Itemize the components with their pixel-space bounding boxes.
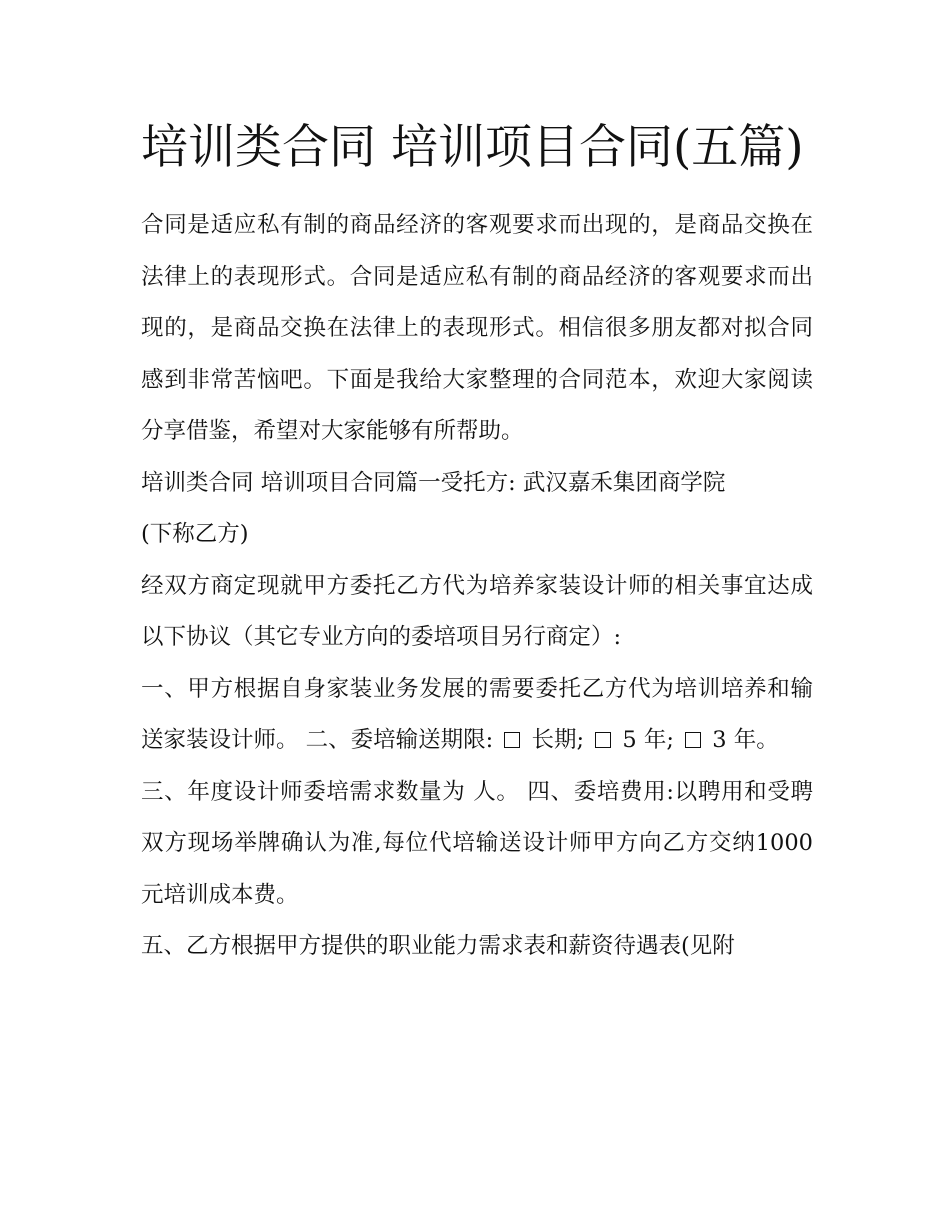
agreement-preamble: 经双方商定现就甲方委托乙方代为培养家装设计师的相关事宜达成以下协议（其它专业方向的委培项目另行商定）: <box>141 572 813 650</box>
option-five-years-label: 5 年; <box>615 727 682 753</box>
document-page <box>141 112 813 973</box>
clause-five: 五、乙方根据甲方提供的职业能力需求表和薪资待遇表(见附 <box>141 933 735 959</box>
intro-paragraph: 合同是适应私有制的商品经济的客观要求而出现的，是商品交换在法律上的表现形式。合同是适应私有制的商品经济的客观要求而出现的，是商品交换在法律上的表现形式。相信很多朋友都对拟合同感到非常苦恼吧。下面是我给大家整理的合同范本，欢迎大家阅读分享借鉴，希望对大家能够有所帮助。 <box>141 212 813 444</box>
option-long-term-label: 长期; <box>524 727 592 753</box>
party-alias-line: (下称乙方) <box>141 521 249 547</box>
checkbox-three-years[interactable] <box>685 732 701 748</box>
contract-heading-line: 培训类合同 培训项目合同篇一受托方: 武汉嘉禾集团商学院 <box>141 469 726 496</box>
document-body <box>141 200 813 973</box>
document-title: 培训类合同 培训项目合同(五篇) <box>141 120 804 175</box>
clause-one-two-text: 一、甲方根据自身家装业务发展的需要委托乙方代为培训培养和输送家装设计师。 二、委培输送期限: <box>141 675 813 753</box>
checkbox-long-term[interactable] <box>504 732 520 748</box>
option-three-years-label: 3 年。 <box>705 727 779 753</box>
clause-one-two <box>141 664 813 767</box>
checkbox-five-years[interactable] <box>595 732 611 748</box>
clause-three-four: 三、年度设计师委培需求数量为 人。 四、委培费用:以聘用和受聘双方现场举牌确认为准,每位代培输送设计师甲方向乙方交纳1000 元培训成本费。 <box>141 778 813 908</box>
